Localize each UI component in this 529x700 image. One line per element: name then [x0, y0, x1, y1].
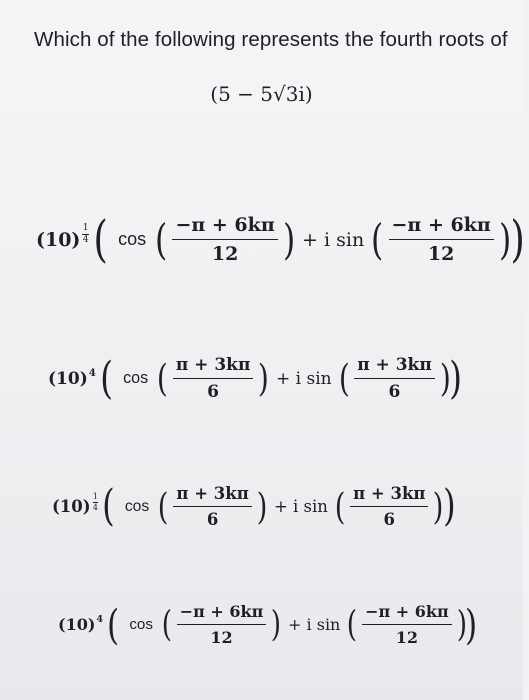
angle-numerator: −π + 6kπ: [391, 214, 491, 236]
answer-option-3[interactable]: (10) 1 4 ( cos ( $\frac{\pi + 3k\pi}{6}$ ) + i sin ( $\frac{\pi + 3k\pi}{6}$ ) ): [52, 481, 456, 532]
angle-fraction: [350, 484, 428, 529]
option-exponent-fraction: [82, 224, 88, 245]
cos-label: cos: [118, 229, 147, 250]
angle-numerator: π + 3kπ: [353, 484, 426, 503]
exponent-numerator: 1: [82, 223, 89, 234]
cos-label: cos: [124, 497, 150, 515]
angle-denominator: 6: [206, 510, 219, 530]
cos-label: cos: [129, 616, 153, 634]
answer-option-1[interactable]: (10) 1 4 ( cos ( $\frac{-\pi + 6k\pi}{12}$ ) + i sin ( $\frac{-\pi + 6k\pi}{12}$ ) ): [36, 209, 525, 268]
angle-denominator: 12: [211, 243, 239, 266]
angle-numerator: π + 3kπ: [176, 484, 249, 503]
angle-fraction: [389, 214, 494, 265]
angle-numerator: π + 3kπ: [357, 355, 432, 375]
i-sin-label: + i sin: [288, 615, 341, 635]
angle-fraction: [173, 355, 254, 402]
angle-denominator: 12: [395, 628, 419, 648]
answer-option-2[interactable]: (10) 4 ( cos ( $\frac{\pi + 3k\pi}{6}$ ) + i sin ( $\frac{\pi + 3k\pi}{6}$ ) ): [48, 352, 463, 404]
angle-fraction: [177, 602, 267, 647]
angle-denominator: 12: [427, 243, 455, 266]
question-text: Which of the following represents the fourth roots of: [34, 28, 508, 51]
cos-label: cos: [123, 369, 149, 388]
exponent-denominator: 4: [92, 502, 98, 512]
angle-numerator: π + 3kπ: [175, 355, 251, 375]
angle-fraction: [362, 602, 452, 647]
i-sin-label: + i sin: [302, 228, 365, 251]
angle-fraction: [172, 214, 277, 265]
question-expression: (5 − 5√3i): [210, 82, 313, 106]
exponent-numerator: 1: [92, 491, 98, 501]
angle-numerator: −π + 6kπ: [179, 602, 264, 621]
angle-denominator: 12: [210, 628, 233, 648]
option-base: (10): [48, 368, 88, 389]
option-exponent: 4: [88, 367, 96, 380]
angle-denominator: 6: [383, 510, 396, 530]
i-sin-label: + i sin: [275, 368, 332, 389]
option-base: (10): [52, 497, 91, 517]
option-exponent-fraction: [93, 493, 99, 512]
exponent-denominator: 4: [82, 235, 89, 246]
angle-numerator: −π + 6kπ: [365, 602, 449, 621]
option-base: (10): [58, 615, 96, 635]
option-base: (10): [36, 228, 81, 251]
answer-option-4[interactable]: (10) 4 ( cos ( $\frac{-\pi + 6k\pi}{12}$ ) + i sin ( $\frac{-\pi + 6k\pi}{12}$ ) ): [58, 599, 478, 649]
angle-fraction: [173, 484, 251, 529]
angle-denominator: 6: [207, 382, 220, 403]
option-exponent: 4: [96, 613, 104, 625]
i-sin-label: + i sin: [273, 497, 328, 517]
angle-fraction: [354, 355, 435, 402]
angle-numerator: −π + 6kπ: [175, 214, 275, 236]
angle-denominator: 6: [388, 382, 401, 403]
